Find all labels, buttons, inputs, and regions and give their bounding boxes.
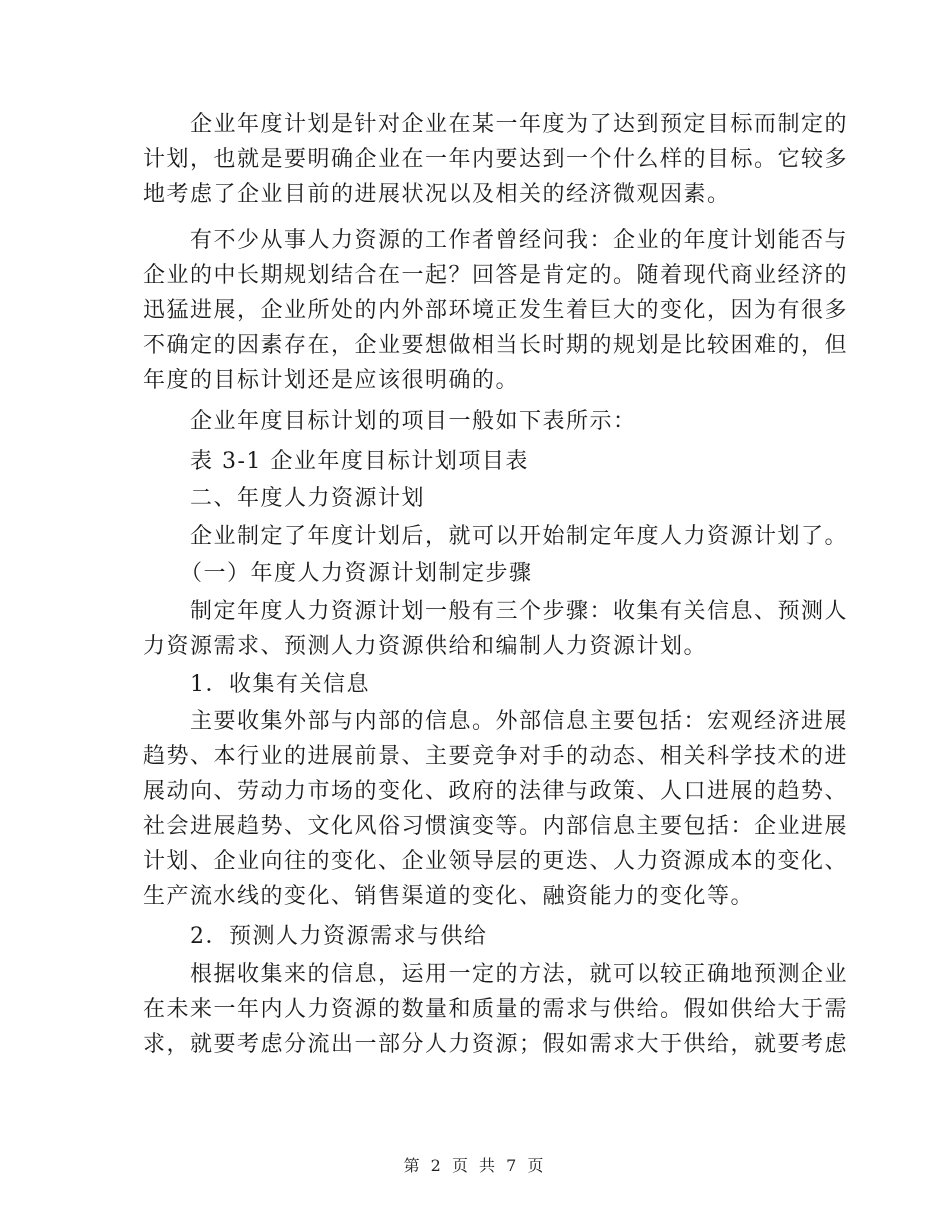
paragraph-line: 计划，也就是要明确企业在一年内要达到一个什么样的目标。它较多 <box>143 147 849 172</box>
paragraph-line: 企业年度计划是针对企业在某一年度为了达到预定目标而制定的 <box>190 112 849 137</box>
paragraph-line: 年度的目标计划还是应该很明确的。 <box>143 368 520 393</box>
paragraph-line: 主要收集外部与内部的信息。外部信息主要包括：宏观经济进展 <box>190 709 849 734</box>
paragraph-line: 在未来一年内人力资源的数量和质量的需求与供给。假如供给大于需 <box>143 997 849 1022</box>
paragraph-line: 计划、企业向往的变化、企业领导层的更迭、人力资源成本的变化、 <box>143 849 849 874</box>
paragraph-line: 生产流水线的变化、销售渠道的变化、融资能力的变化等。 <box>143 884 755 909</box>
paragraph-line: 企业年度目标计划的项目一般如下表所示： <box>190 409 637 434</box>
paragraph-line: 根据收集来的信息，运用一定的方法，就可以较正确地预测企业 <box>190 962 849 987</box>
paragraph-line: 社会进展趋势、文化风俗习惯演变等。内部信息主要包括：企业进展 <box>143 814 849 839</box>
paragraph-line: 制定年度人力资源计划一般有三个步骤：收集有关信息、预测人 <box>190 599 849 624</box>
paragraph-line: 迅猛进展，企业所处的内外部环境正发生着巨大的变化，因为有很多 <box>143 298 849 323</box>
step-heading: 2．预测人力资源需求与供给 <box>190 924 488 949</box>
page-number: 第 2 页 共 7 页 <box>403 1156 547 1175</box>
paragraph-line: 企业的中长期规划结合在一起？回答是肯定的。随着现代商业经济的 <box>143 263 849 288</box>
step-heading: 1．收集有关信息 <box>190 672 370 697</box>
section-heading: 二、年度人力资源计划 <box>190 486 426 511</box>
subsection-heading: （一）年度人力资源计划制定步骤 <box>180 561 533 586</box>
paragraph-line: 有不少从事人力资源的工作者曾经问我：企业的年度计划能否与 <box>190 228 849 253</box>
table-caption: 表 3-1 企业年度目标计划项目表 <box>190 449 529 474</box>
paragraph-line: 企业制定了年度计划后，就可以开始制定年度人力资源计划了。 <box>190 524 849 549</box>
paragraph-line: 趋势、本行业的进展前景、主要竞争对手的动态、相关科学技术的进 <box>143 744 849 769</box>
paragraph-line: 求，就要考虑分流出一部分人力资源；假如需求大于供给，就要考虑 <box>143 1032 849 1057</box>
paragraph-line: 不确定的因素存在，企业要想做相当长时期的规划是比较困难的，但 <box>143 333 849 358</box>
paragraph-line: 展动向、劳动力市场的变化、政府的法律与政策、人口进展的趋势、 <box>143 779 849 804</box>
paragraph-line: 地考虑了企业目前的进展状况以及相关的经济微观因素。 <box>143 182 731 207</box>
paragraph-line: 力资源需求、预测人力资源供给和编制人力资源计划。 <box>143 634 708 659</box>
